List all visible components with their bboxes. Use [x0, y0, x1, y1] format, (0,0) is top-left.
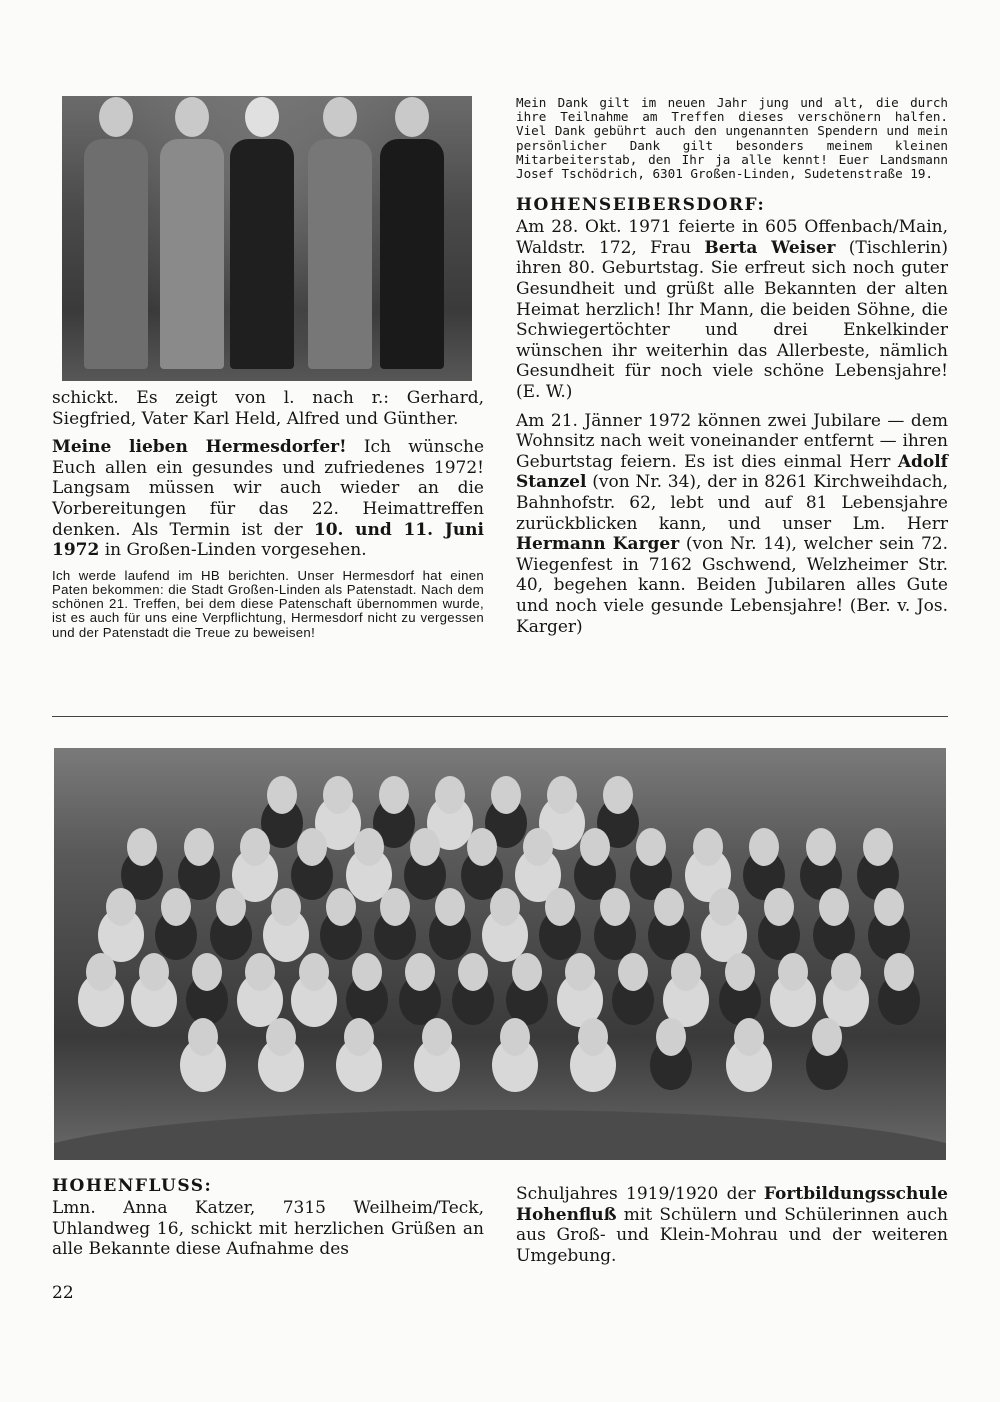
para1-text-b: (Tischlerin) ihren 80. Geburtstag. Sie erfreut sich noch guter Gesundheit und grüßt alle Bekannten der alten Heimat herzlich! Ihr Mann, die beiden Söhne, die Schwiegertöchter und drei Enkelkinder wünschen ihr weiterhin das Allerbeste, nämlich Gesundheit für noch viele schöne Lebensjahre! (E. W.) [516, 237, 948, 402]
name-adolf-stanzel: Adolf Stanzel [516, 451, 948, 493]
section-heading-hohenfluss: HOHENFLUSS: [52, 1176, 213, 1196]
crowd-row [74, 953, 926, 991]
school-paragraph [516, 1184, 948, 1266]
person-silhouette [308, 97, 372, 369]
person-silhouette [380, 97, 444, 369]
greeting-paragraph [52, 437, 484, 561]
school-text-b: mit Schülern und Schülerinnen auch aus Groß- und Klein-Mohrau und der weiteren Umgebung. [516, 1204, 948, 1266]
school-name: Fortbildungsschule Hohenfluß [516, 1184, 948, 1225]
birthday-paragraph-jubilare [516, 411, 948, 638]
photo-five-men [62, 96, 472, 381]
photo-caption: schickt. Es zeigt von l. nach r.: Gerhard, Siegfried, Vater Karl Held, Alfred und Günther. [52, 388, 484, 429]
thanks-note: Mein Dank gilt im neuen Jahr jung und alt, die durch ihre Teilnahme am Treffen dieses verschönern halfen. Viel Dank gebührt auch den ungenannten Spendern und mein persönlicher Dank gilt besonders meinem kleinen Mitarbeiterstab, den Ihr ja alle kennt! Euer Landsmann Josef Tschödrich, 6301 Großen-Linden, Sudetenstraße 19. [516, 95, 948, 182]
para2-text-a: Am 21. Jänner 1972 können zwei Jubilare — dem Wohnsitz nach weit voneinander entfernt — ihren Geburtstag feiern. Es ist dies einmal Herr [516, 410, 948, 472]
name-berta-weiser: Berta Weiser [704, 237, 836, 258]
greeting-end: in Großen-Linden vorgesehen. [99, 540, 367, 561]
section-divider [52, 716, 948, 717]
hohenfluss-paragraph: Lmn. Anna Katzer, 7315 Weilheim/Teck, Uhlandweg 16, schickt mit herzlichen Grüßen an alle Bekannte diese Aufnahme des [52, 1198, 484, 1260]
meeting-date: 10. und 11. Juni 1972 [52, 519, 485, 561]
crowd-row [114, 828, 906, 866]
section-heading-hohenseibersdorf: HOHENSEIBERSDORF: [516, 195, 766, 216]
para1-text-a: Am 28. Okt. 1971 feierte in 605 Offenbach/Main, Waldstr. 172, Frau [516, 217, 948, 258]
greeting-text: Ich wünsche Euch allen ein gesundes und zufriedenes 1972! Langsam müssen wir auch wieder an die Vorbereitungen für das 22. Heimattreffen denken. Als Termin ist der [52, 437, 485, 540]
photo-school-group [54, 748, 946, 1160]
crowd-row [254, 776, 646, 814]
birthday-paragraph-weiser [516, 217, 948, 402]
ground-shadow [54, 1110, 946, 1160]
crowd-row [94, 888, 916, 926]
bottom-right-column [516, 1184, 948, 1274]
name-hermann-karger: Hermann Karger [516, 534, 680, 555]
patenstadt-note: Ich werde laufend im HB berichten. Unser Hermesdorf hat einen Paten bekommen: die Stadt Großen-Linden als Patenstadt. Nach dem schönen 21. Treffen, bei dem diese Patenschaft übernommen wurde, ist es auch für uns eine Verpflichtung, Hermesdorf nicht zu vergessen und der Patenstadt die Treue zu beweisen! [52, 567, 484, 640]
left-column [52, 388, 484, 648]
person-silhouette [84, 97, 148, 369]
para2-text-b: (von Nr. 34), der in 8261 Kirchweihdach, Bahnhofstr. 62, lebt und auf 81 Lebensjahre zurückblicken kann, und unser Lm. Herr [516, 472, 948, 534]
crowd-row [164, 1018, 866, 1056]
bottom-left-column [52, 1176, 484, 1268]
para2-text-c: (von Nr. 14), welcher sein 72. Wiegenfest in 7162 Gschwend, Welzheimer Str. 40, begehen kann. Beiden Jubilaren alles Gute und noch viele gesunde Lebensjahre! (Ber. v. Jos. Karger) [516, 534, 948, 637]
right-column [516, 96, 948, 645]
school-text-a: Schuljahres 1919/1920 der [516, 1184, 764, 1204]
greeting-bold: Meine lieben Hermesdorfer! [52, 437, 347, 458]
page-number: 22 [52, 1283, 74, 1303]
person-silhouette [160, 97, 224, 369]
person-silhouette [230, 97, 294, 369]
